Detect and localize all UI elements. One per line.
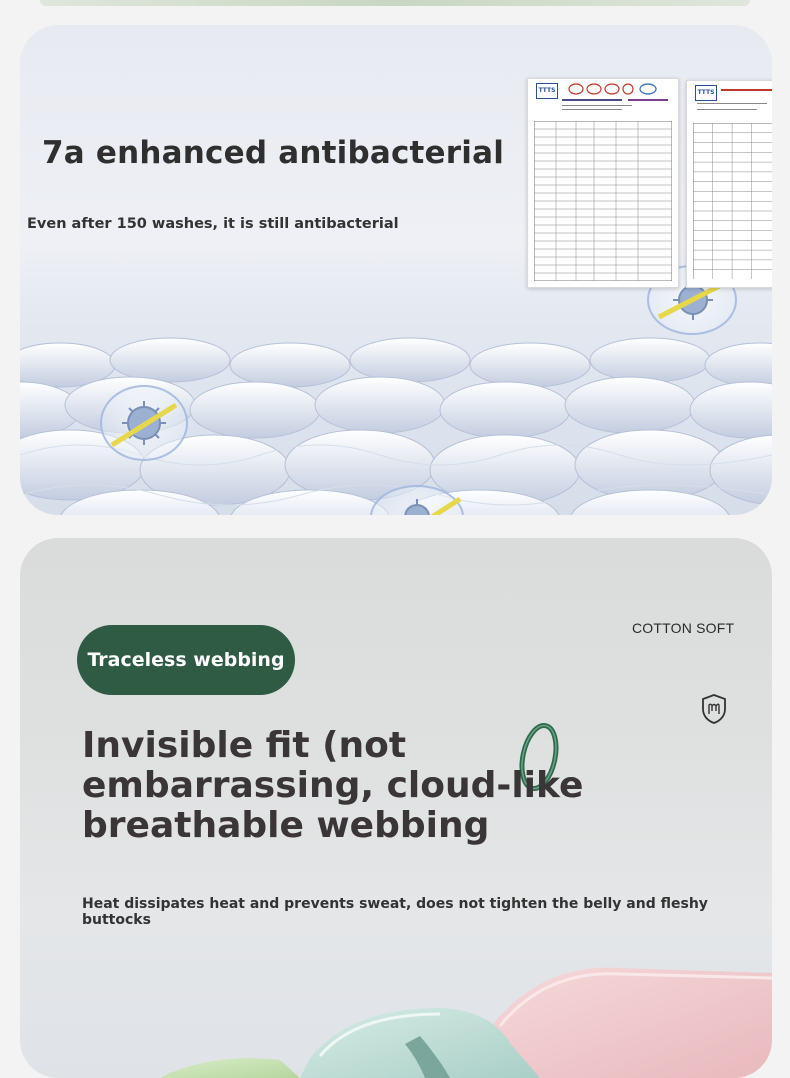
report-logo: TTTS [695, 85, 717, 101]
test-report-document [686, 80, 772, 288]
virus-icon [370, 485, 464, 515]
report-logo: TTTS [536, 83, 558, 99]
webbing-heading: Invisible fit (not embarrassing, cloud-like breathable webbing [82, 725, 584, 846]
webbing-card [20, 538, 772, 1078]
test-report-document [527, 78, 679, 288]
webbing-description: Heat dissipates heat and prevents sweat, does not tighten the belly and fleshy buttocks [82, 896, 708, 928]
previous-section-edge [40, 0, 750, 6]
section-title: 7a enhanced antibacterial [42, 135, 505, 171]
report-table [534, 121, 672, 281]
webbing-tag [77, 625, 295, 695]
antibacterial-card [20, 25, 772, 515]
cotton-soft-label: COTTON SOFT [632, 620, 735, 636]
certification-seals [568, 83, 668, 95]
section-subtitle: Even after 150 washes, it is still antibacterial [27, 216, 399, 232]
shield-icon [700, 693, 728, 725]
webbing-tag-label: Traceless webbing [87, 649, 285, 671]
report-table [693, 123, 772, 279]
virus-icon [100, 385, 188, 461]
